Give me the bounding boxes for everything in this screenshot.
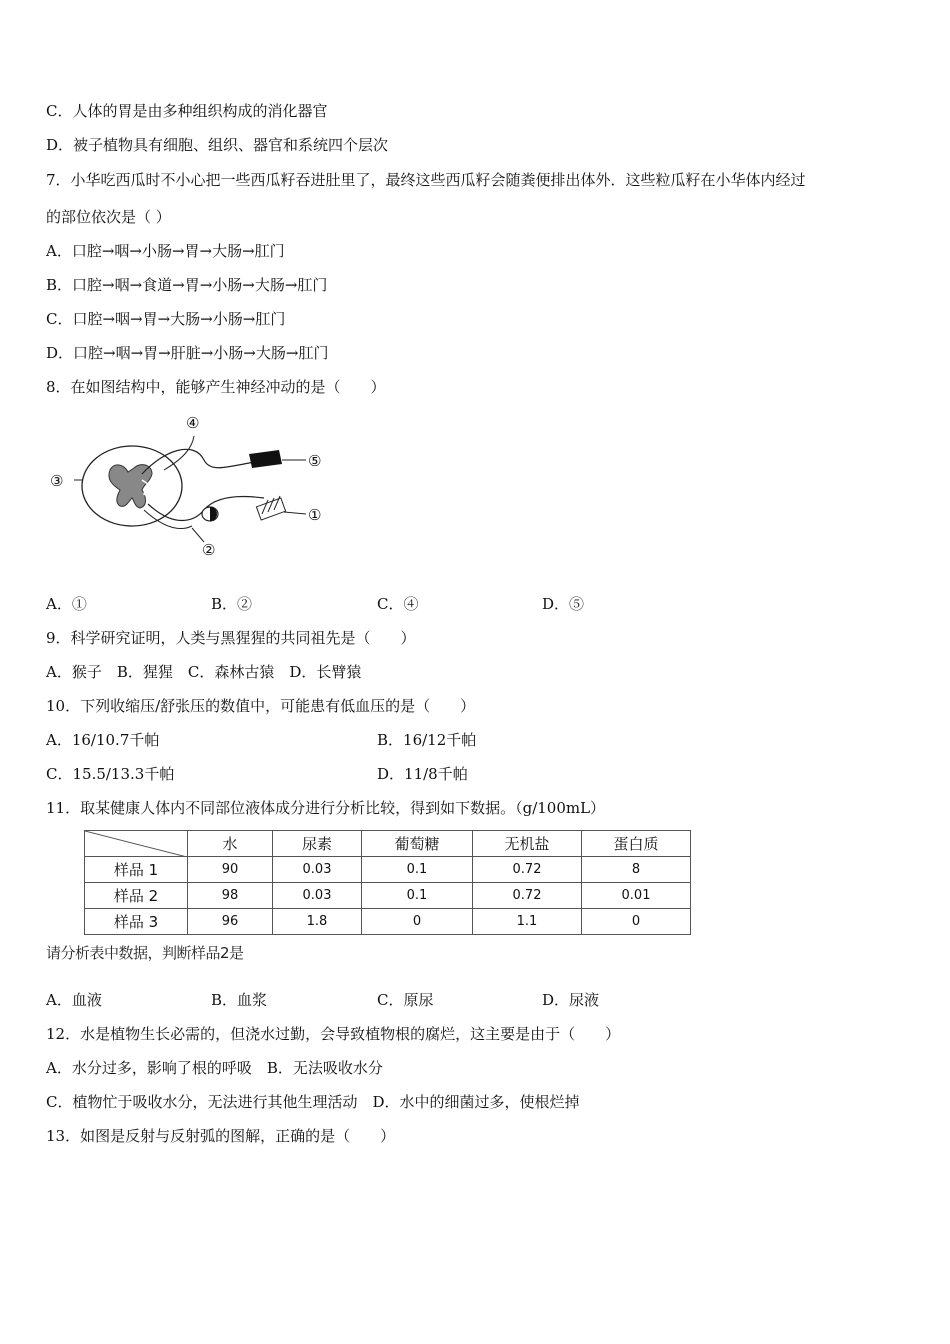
header-water: 水 xyxy=(188,831,273,857)
q12-options-line2: C．植物忙于吸收水分，无法进行其他生理活动 D．水中的细菌过多，使根烂掉 xyxy=(46,1093,580,1111)
table-row xyxy=(85,883,691,909)
table-header-row xyxy=(85,831,691,857)
cell: 0.72 xyxy=(473,883,582,909)
row-label: 样品 3 xyxy=(85,909,188,935)
q6-option-d: D．被子植物具有细胞、组织、器官和系统四个层次 xyxy=(46,136,389,154)
q11-data-table xyxy=(84,830,691,935)
q11-option-b: B．血浆 xyxy=(211,991,268,1009)
q12-stem: 12．水是植物生长必需的，但浇水过勤，会导致植物根的腐烂，这主要是由于（ ） xyxy=(46,1025,621,1043)
table-corner-cell xyxy=(85,831,188,857)
label-4: ④ xyxy=(186,414,200,432)
q12-options-line1: A．水分过多，影响了根的呼吸 B．无法吸收水分 xyxy=(46,1059,383,1077)
q6-option-c: C．人体的胃是由多种组织构成的消化器官 xyxy=(46,102,328,120)
cell: 0.03 xyxy=(273,883,362,909)
q7-option-c: C．口腔→咽→胃→大肠→小肠→肛门 xyxy=(46,310,286,328)
reflex-arc-figure xyxy=(44,410,344,560)
cell: 90 xyxy=(188,857,273,883)
q10-stem: 10．下列收缩压/舒张压的数值中，可能患有低血压的是（ ） xyxy=(46,697,476,715)
q10-option-c: C．15.5/13.3千帕 xyxy=(46,765,175,783)
q8-stem: 8．在如图结构中，能够产生神经冲动的是（ ） xyxy=(46,378,386,396)
cell: 0 xyxy=(582,909,691,935)
q7-option-a: A．口腔→咽→小肠→胃→大肠→肛门 xyxy=(46,242,285,260)
effector-muscle xyxy=(249,450,282,468)
cell: 0.1 xyxy=(362,857,473,883)
q9-options: A．猴子 B．猩猩 C．森林古猿 D．长臂猿 xyxy=(46,663,362,681)
q10-option-b: B．16/12千帕 xyxy=(377,731,477,749)
cell: 0.72 xyxy=(473,857,582,883)
q11-option-a: A．血液 xyxy=(46,991,102,1009)
cell: 98 xyxy=(188,883,273,909)
q10-option-a: A．16/10.7千帕 xyxy=(46,731,160,749)
q8-option-d: D．⑤ xyxy=(542,595,585,613)
q11-note: 请分析表中数据，判断样品2是 xyxy=(46,944,244,962)
cell: 0.01 xyxy=(582,883,691,909)
q8-option-c: C．④ xyxy=(377,595,419,613)
q7-option-b: B．口腔→咽→食道→胃→小肠→大肠→肛门 xyxy=(46,276,328,294)
header-salts: 无机盐 xyxy=(473,831,582,857)
header-urea: 尿素 xyxy=(273,831,362,857)
cell: 0.03 xyxy=(273,857,362,883)
q11-option-c: C．原尿 xyxy=(377,991,434,1009)
q11-stem: 11．取某健康人体内不同部位液体成分进行分析比较，得到如下数据。（g/100mL） xyxy=(46,799,606,817)
row-label: 样品 2 xyxy=(85,883,188,909)
label-2: ② xyxy=(202,541,216,559)
cell: 1.1 xyxy=(473,909,582,935)
q10-option-d: D．11/8千帕 xyxy=(377,765,468,783)
label-5: ⑤ xyxy=(308,452,322,470)
label-1: ① xyxy=(308,506,322,524)
q8-option-b: B．② xyxy=(211,595,253,613)
label-3: ③ xyxy=(50,472,64,490)
cell: 0.1 xyxy=(362,883,473,909)
q9-stem: 9．科学研究证明，人类与黑猩猩的共同祖先是（ ） xyxy=(46,629,416,647)
q13-stem: 13．如图是反射与反射弧的图解，正确的是（ ） xyxy=(46,1127,396,1145)
cell: 1.8 xyxy=(273,909,362,935)
cell: 96 xyxy=(188,909,273,935)
q11-option-d: D．尿液 xyxy=(542,991,600,1009)
header-protein: 蛋白质 xyxy=(582,831,691,857)
table-row xyxy=(85,909,691,935)
header-glucose: 葡萄糖 xyxy=(362,831,473,857)
row-label: 样品 1 xyxy=(85,857,188,883)
cell: 8 xyxy=(582,857,691,883)
q7-option-d: D．口腔→咽→胃→肝脏→小肠→大肠→肛门 xyxy=(46,344,329,362)
q7-stem-line2: 的部位依次是（ ） xyxy=(46,208,171,226)
receptor xyxy=(256,496,285,520)
cell: 0 xyxy=(362,909,473,935)
q7-stem-line1: 7．小华吃西瓜时不小心把一些西瓜籽吞进肚里了，最终这些西瓜籽会随粪便排出体外．这些粒瓜籽在小华体内经过 xyxy=(46,171,806,189)
table-row xyxy=(85,857,691,883)
q8-option-a: A．① xyxy=(46,595,87,613)
